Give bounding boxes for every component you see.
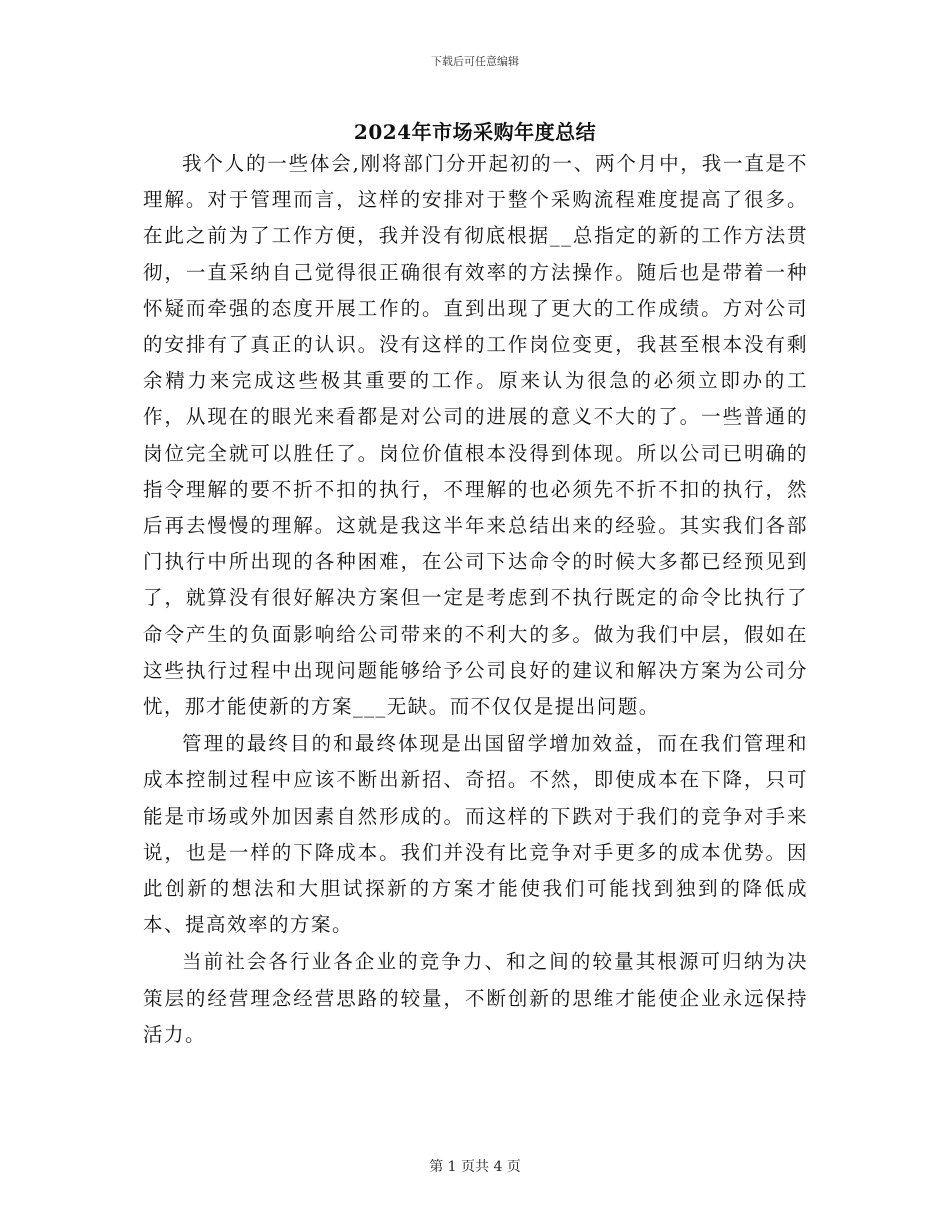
page-number-footer: 第 1 页共 4 页 xyxy=(429,1159,521,1175)
body-paragraph-3: 当前社会各行业各企业的竞争力、和之间的较量其根源可归纳为决策层的经营理念经营思路的较量，不断创新的思维才能使企业永远保持活力。 xyxy=(143,950,808,1046)
body-paragraph-2: 管理的最终目的和最终体现是出国留学增加效益，而在我们管理和成本控制过程中应该不断出新招、奇招。不然，即使成本在下降，只可能是市场或外加因素自然形成的。而这样的下跌对于我们的竞争对手来说，也是一样的下降成本。我们并没有比竞争对手更多的成本优势。因此创新的想法和大胆试探新的方案才能使我们可能找到独到的降低成本、提高效率的方案。 xyxy=(143,732,808,937)
document-title: 2024年市场采购年度总结 xyxy=(353,120,597,144)
body-paragraph-1: 我个人的一些体会,刚将部门分开起初的一、两个月中，我一直是不理解。对于管理而言，这样的安排对于整个采购流程难度提高了很多。在此之前为了工作方便，我并没有彻底根据__总指定的新的工作方法贯彻，一直采纳自己觉得很正确很有效率的方法操作。随后也是带着一种怀疑而牵强的态度开展工作的。直到出现了更大的工作成绩。方对公司的安排有了真正的认识。没有这样的工作岗位变更，我甚至根本没有剩余精力来完成这些极其重要的工作。原来认为很急的必须立即办的工作，从现在的眼光来看都是对公司的进展的意义不大的了。一些普通的岗位完全就可以胜任了。岗位价值根本没得到体现。所以公司已明确的指令理解的要不折不扣的执行，不理解的也必须先不折不扣的执行，然后再去慢慢的理解。这就是我这半年来总结出来的经验。其实我们各部门执行中所出现的各种困难，在公司下达命令的时候大多都已经预见到了，就算没有很好解决方案但一定是考虑到不执行既定的命令比执行了命令产生的负面影响给公司带来的不利大的多。做为我们中层，假如在这些执行过程中出现问题能够给予公司良好的建议和解决方案为公司分忧，那才能使新的方案___无缺。而不仅仅是提出问题。 xyxy=(143,152,808,719)
page-header-note: 下载后可任意编辑 xyxy=(431,55,519,68)
document-body xyxy=(143,146,808,1054)
